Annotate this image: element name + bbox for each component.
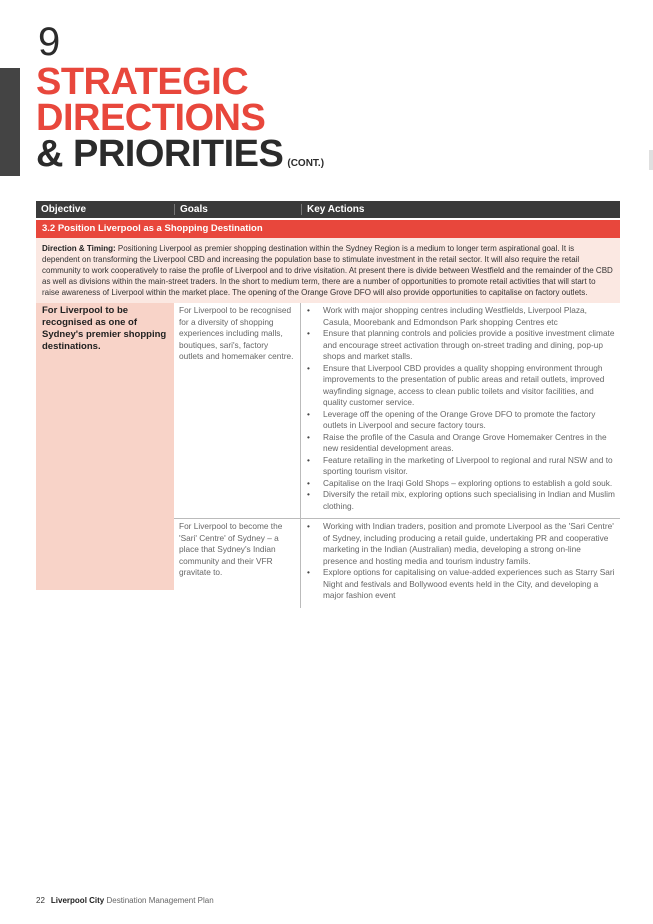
title-line-1: STRATEGIC xyxy=(36,61,249,103)
table-header xyxy=(36,201,620,218)
action-item: • Diversify the retail mix, exploring options such specialising in Indian and Muslim clothing. xyxy=(305,489,616,512)
chapter-number: 9 xyxy=(38,20,61,64)
page-number: 22 xyxy=(36,896,45,905)
actions-cell xyxy=(301,518,620,608)
actions-cell xyxy=(301,303,620,518)
objective-text: For Liverpool to be recognised as one of Sydney's premier shopping destinations. xyxy=(42,305,167,352)
title-line-2: DIRECTIONS xyxy=(36,97,266,139)
action-item: • Ensure that Liverpool CBD provides a quality shopping environment through improvements to the presentation of public areas and retail outlets, improved wayfinding signage, access to clean public toilets and visitor facilities, and quality customer service. xyxy=(305,363,616,409)
action-list xyxy=(305,521,616,602)
footer-city: Liverpool City xyxy=(50,896,105,905)
page-title xyxy=(36,61,325,182)
title-line-3 xyxy=(36,133,325,182)
action-list xyxy=(305,305,616,512)
direction-label: Direction & Timing: xyxy=(42,244,116,253)
strategy-table xyxy=(36,201,620,608)
direction-text: Positioning Liverpool as premier shopping destination within the Sydney Region is a medium to longer term aspirational goal. It is dependent on transforming the Liverpool CBD and increasing the population base to stimulate investment in the retail sector. It will also require the retail community to work cooperatively to raise the profile of Liverpool and to drive visitation. At present there is divide between Westfield and the remainder of the CBD as well as divisions within the main-street traders. In the short to medium term, there are a number of opportunities to promote retail activities that will start to raise awareness of Liverpool within the market place. The opening of the Orange Grove DFO will also provide opportunities to capitalise on factory outlets. xyxy=(42,244,613,297)
page-footer xyxy=(36,896,214,905)
title-line-3-text: & PRIORITIES xyxy=(36,133,284,175)
action-item: • Feature retailing in the marketing of Liverpool to regional and rural NSW and to sporting tourism visitor. xyxy=(305,455,616,478)
footer-document: Destination Management Plan xyxy=(106,896,214,905)
title-suffix: (CONT.) xyxy=(287,158,325,169)
goal-cell: For Liverpool to be recognised for a diversity of shopping experiences including malls, boutiques, sari's, factory outlets and homemaker centre. xyxy=(174,303,301,518)
column-header-objective: Objective xyxy=(41,204,87,215)
action-item: • Raise the profile of the Casula and Orange Grove Homemaker Centres in the new residential development areas. xyxy=(305,432,616,455)
column-header-key-actions: Key Actions xyxy=(301,204,620,215)
action-item: • Work with major shopping centres including Westfields, Liverpool Plaza, Casula, Moorebank and Edmondson Park shopping Centres etc xyxy=(305,305,616,328)
objective-cell-continued xyxy=(36,518,174,590)
action-item: • Working with Indian traders, position and promote Liverpool as the 'Sari Centre' of Sydney, including producing a retail guide, undertaking PR and cooperative marketing in the Indian (Australian) media, developing a strong on-line presence and hosting media and tourism industry famils. xyxy=(305,521,616,567)
side-tab-marker xyxy=(0,68,20,176)
action-item: • Explore options for capitalising on value-added experiences such as Starry Sari Night and festivals and Bollywood events held in the City, and developing a major fashion event xyxy=(305,567,616,602)
action-item: • Ensure that planning controls and policies provide a positive investment climate and encourage street activation through on-street trading and dining, pop-up shops and market stalls. xyxy=(305,328,616,363)
goal-cell: For Liverpool to become the 'Sari' Centre' of Sydney – a place that Sydney's Indian community and their VFR gravitate to. xyxy=(174,518,301,608)
section-heading: 3.2 Position Liverpool as a Shopping Destination xyxy=(36,220,620,238)
direction-timing xyxy=(36,238,620,303)
objective-cell xyxy=(36,303,174,518)
table-row xyxy=(36,303,620,518)
right-edge-marker xyxy=(649,150,653,170)
action-item: • Capitalise on the Iraqi Gold Shops – exploring options to establish a gold souk. xyxy=(305,478,616,490)
action-item: • Leverage off the opening of the Orange Grove DFO to promote the factory outlets in Liverpool and secure factory tours. xyxy=(305,409,616,432)
table-row xyxy=(36,518,620,608)
column-header-goals: Goals xyxy=(174,204,301,215)
